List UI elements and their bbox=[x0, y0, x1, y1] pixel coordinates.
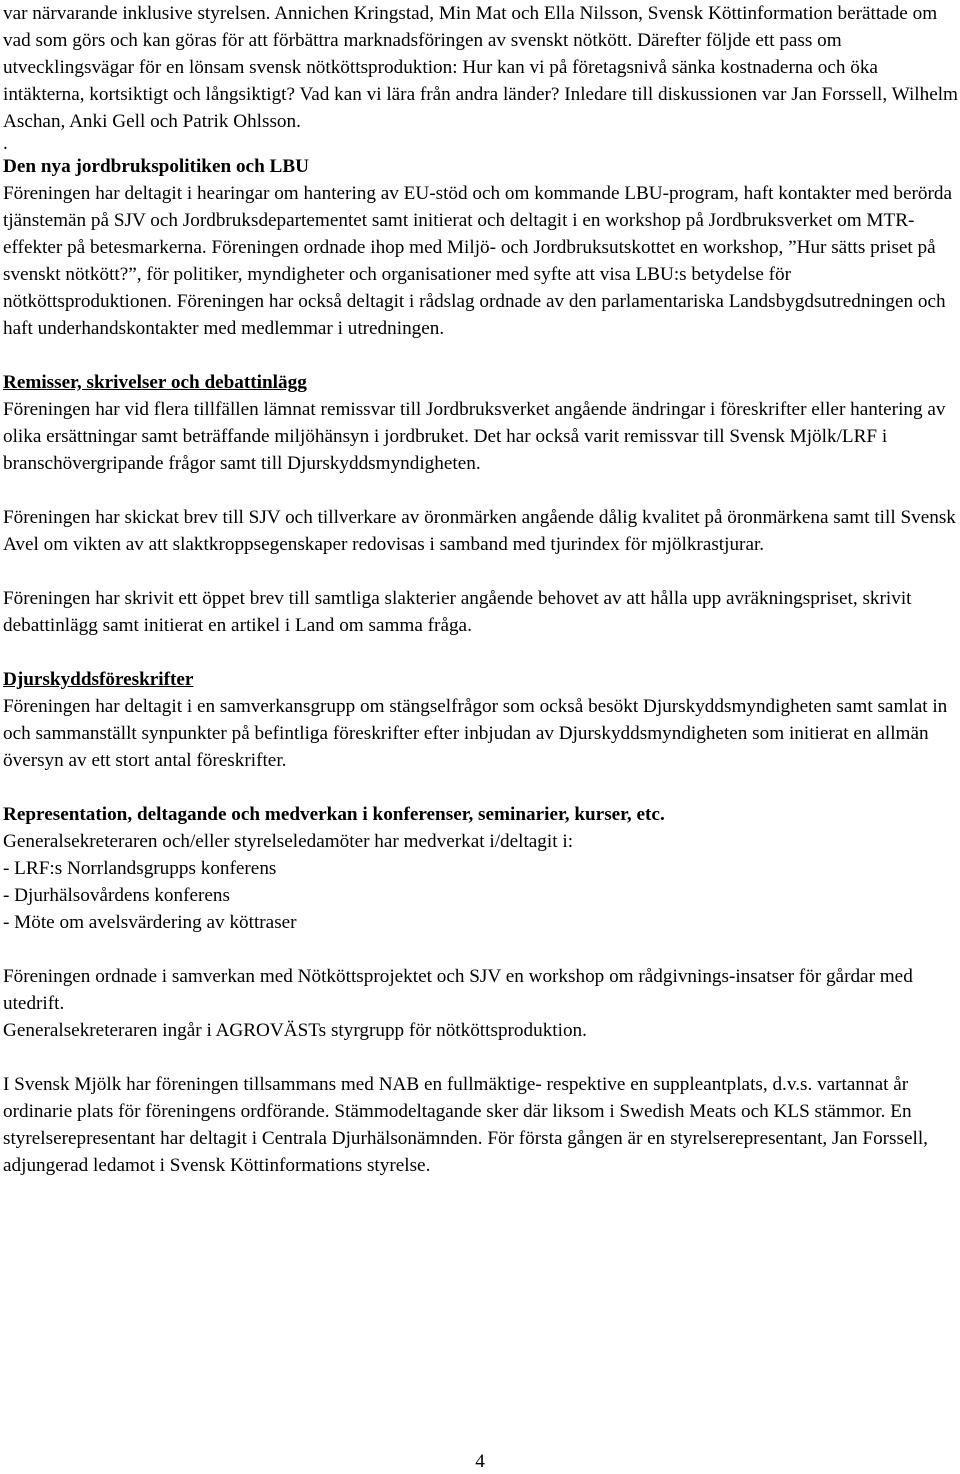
remisser-paragraph-2: Föreningen har skickat brev till SJV och tillverkare av öronmärken angående dålig kvalitet på öronmärkena samt till Svensk Avel om vikten av att slaktkroppsegenskaper redovisas i samband med tjurindex för mjölkrastjurar. bbox=[3, 507, 956, 555]
representation-paragraph-1: Föreningen ordnade i samverkan med Nötköttsprojektet och SJV en workshop om rådgivnings-insatser för gårdar med utedrift. bbox=[3, 966, 913, 1014]
remisser-paragraph-1: Föreningen har vid flera tillfällen lämnat remissvar till Jordbruksverket angående ändringar i föreskrifter eller hantering av olika ersättningar samt beträffande miljöhänsyn i jordbruket. Det har också varit remissvar till Svensk Mjölk/LRF i branschövergripande frågor samt till Djurskyddsmyndigheten. bbox=[3, 399, 946, 474]
section-heading-lbu: Den nya jordbrukspolitiken och LBU bbox=[3, 156, 309, 177]
list-item: - LRF:s Norrlandsgrupps konferens bbox=[3, 858, 277, 879]
spacer bbox=[3, 936, 958, 963]
document-page bbox=[3, 0, 958, 1179]
page-number: 4 bbox=[475, 1451, 485, 1472]
list-item: - Möte om avelsvärdering av köttraser bbox=[3, 912, 297, 933]
section-heading-remisser: Remisser, skrivelser och debattinlägg bbox=[3, 372, 307, 393]
spacer bbox=[3, 558, 958, 585]
section-heading-djurskydd: Djurskyddsföreskrifter bbox=[3, 669, 194, 690]
representation-paragraph-3: I Svensk Mjölk har föreningen tillsammans med NAB en fullmäktige- respektive en suppleantplats, d.v.s. vartannat år ordinarie plats för föreningens ordförande. Stämmodeltagande sker där liksom i Swedish Meats och KLS stämmor. En styrelserepresentant har deltagit i Centrala Djurhälsonämnden. För första gången är en styrelserepresentant, Jan Forssell, adjungerad ledamot i Svensk Köttinformations styrelse. bbox=[3, 1074, 928, 1176]
intro-paragraph: var närvarande inklusive styrelsen. Annichen Kringstad, Min Mat och Ella Nilsson, Svensk Köttinformation berättade om vad som görs och kan göras för att förbättra marknadsföringen av svenskt nötkött. Därefter följde ett pass om utvecklingsvägar för en lönsam svensk nötköttsproduktion: Hur kan vi på företagsnivå sänka kostnaderna och öka intäkterna, kortsiktigt och långsiktigt? Vad kan vi lära från andra länder? Inledare till diskussionen var Jan Forssell, Wilhelm Aschan, Anki Gell och Patrik Ohlsson. bbox=[3, 3, 958, 132]
djurskydd-paragraph: Föreningen har deltagit i en samverkansgrupp om stängselfrågor som också besökt Djurskyddsmyndigheten samt samlat in och sammanställt synpunkter på befintliga föreskrifter efter inbjudan av Djurskyddsmyndigheten som initierat en allmän översyn av ett stort antal föreskrifter. bbox=[3, 696, 948, 771]
representation-paragraph-2: Generalsekreteraren ingår i AGROVÄSTs styrgrupp för nötköttsproduktion. bbox=[3, 1020, 587, 1041]
spacer bbox=[3, 342, 958, 369]
section-heading-representation: Representation, deltagande och medverkan i konferenser, seminarier, kurser, etc. bbox=[3, 804, 665, 825]
remisser-paragraph-3: Föreningen har skrivit ett öppet brev till samtliga slakterier angående behovet av att hålla upp avräkningspriset, skrivit debattinlägg samt initierat en artikel i Land om samma fråga. bbox=[3, 588, 912, 636]
lbu-paragraph: Föreningen har deltagit i hearingar om hantering av EU-stöd och om kommande LBU-program, haft kontakter med berörda tjänstemän på SJV och Jordbruksdepartementet samt initierat och deltagit i en workshop på Jordbruksverket om MTR-effekter på betesmarkerna. Föreningen ordnade ihop med Miljö- och Jordbruksutskottet en workshop, ”Hur sätts priset på svenskt nötkött?”, för politiker, myndigheter och organisationer med syfte att visa LBU:s betydelse för nötköttsproduktionen. Föreningen har också deltagit i rådslag ordnade av den parlamentariska Landsbygdsutredningen och haft underhandskontakter med medlemmar i utredningen. bbox=[3, 183, 952, 339]
spacer bbox=[3, 477, 958, 504]
spacer bbox=[3, 774, 958, 801]
stray-dot: . bbox=[3, 133, 8, 154]
representation-intro: Generalsekreteraren och/eller styrelseledamöter har medverkat i/deltagit i: bbox=[3, 831, 574, 852]
spacer bbox=[3, 1044, 958, 1071]
spacer bbox=[3, 639, 958, 666]
list-item: - Djurhälsovårdens konferens bbox=[3, 885, 230, 906]
